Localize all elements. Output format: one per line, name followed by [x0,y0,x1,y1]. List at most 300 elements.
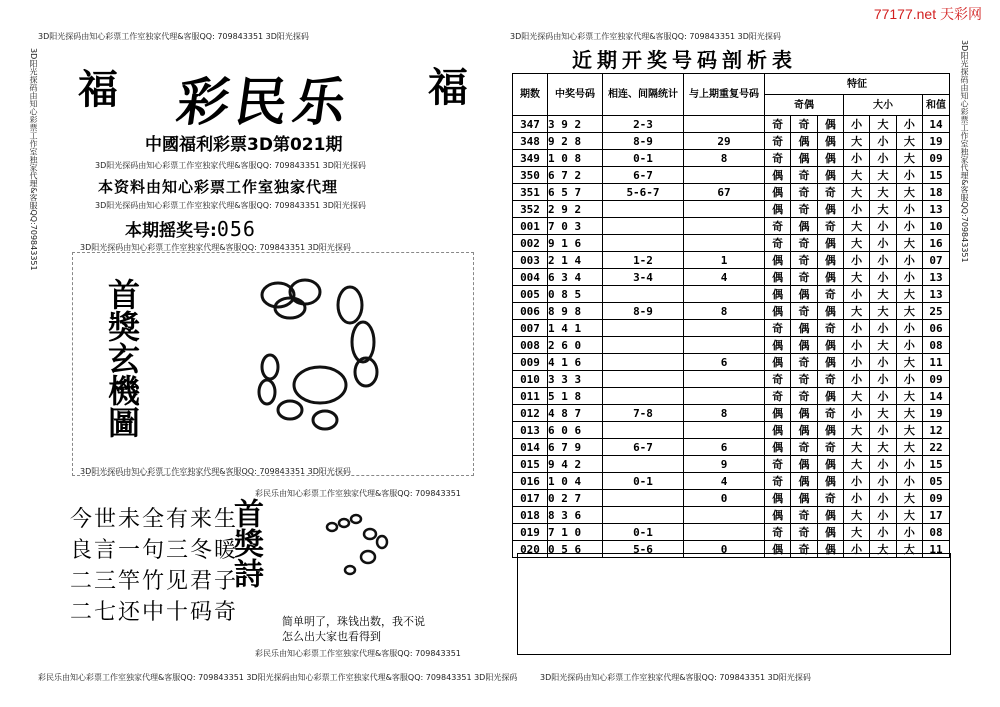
cell-gap: 3-4 [603,269,684,286]
cell-number: 0 2 7 [548,490,603,507]
cell-number: 4 8 7 [548,405,603,422]
cell-oe3: 偶 [817,150,843,167]
poem-box-border-bottom: 彩民乐由知心彩票工作室独家代理&客服QQ: 709843351 [255,649,461,658]
cell-issue: 016 [513,473,548,490]
bead-mark [377,536,387,548]
site-watermark: 77177.net 天彩网 [873,6,982,22]
table-row [513,422,950,439]
cell-oe2: 偶 [791,133,817,150]
cell-oe1: 奇 [765,150,791,167]
table-row [513,201,950,218]
cell-gap [603,490,684,507]
cell-gap: 5-6 [603,541,684,558]
table-row [513,524,950,541]
table-row [513,269,950,286]
cell-bs2: 小 [870,507,896,524]
cell-repeat: 4 [684,473,765,490]
cell-bs3: 小 [896,524,922,541]
cell-bs2: 大 [870,167,896,184]
poem-line-3: 二三竿竹见君子 [70,569,239,594]
cell-sum: 16 [923,235,950,252]
cell-oe2: 偶 [791,150,817,167]
cell-oe3: 奇 [817,286,843,303]
cell-bs1: 小 [843,371,869,388]
cell-oe2: 奇 [791,116,817,133]
bead-mark [339,519,349,527]
header-border-line-2: 3D阳光探码由知心彩票工作室独家代理&客服QQ: 709843351 3D阳光探码 [95,201,366,210]
cell-bs2: 小 [870,252,896,269]
right-border-text: 3D阳光探码由知心彩票工作室独家代理&客服QQ:709843351 [960,40,969,263]
cell-bs2: 小 [870,456,896,473]
cell-oe1: 奇 [765,133,791,150]
table-row [513,337,950,354]
cell-sum: 08 [923,524,950,541]
cell-sum: 15 [923,456,950,473]
cell-bs3: 大 [896,150,922,167]
cell-oe1: 偶 [765,167,791,184]
cell-bs2: 大 [870,116,896,133]
table-row [513,371,950,388]
cell-number: 5 1 8 [548,388,603,405]
col-big-small: 大小 [843,95,922,116]
cell-gap: 6-7 [603,167,684,184]
cell-issue: 005 [513,286,548,303]
cell-bs2: 大 [870,405,896,422]
cell-bs2: 大 [870,201,896,218]
cell-oe2: 奇 [791,371,817,388]
cell-number: 6 0 6 [548,422,603,439]
cell-bs3: 小 [896,167,922,184]
cell-oe1: 偶 [765,252,791,269]
cell-bs3: 大 [896,388,922,405]
cell-issue: 015 [513,456,548,473]
cell-bs2: 小 [870,524,896,541]
results-body [513,116,950,558]
puzzle-title-text: 首獎玄機圖 [103,278,141,438]
cell-sum: 13 [923,201,950,218]
cell-sum: 15 [923,167,950,184]
cell-gap [603,201,684,218]
cell-oe3: 偶 [817,524,843,541]
cell-oe1: 奇 [765,116,791,133]
cell-gap: 7-8 [603,405,684,422]
cell-repeat: 67 [684,184,765,201]
cell-bs2: 大 [870,541,896,558]
cell-issue: 002 [513,235,548,252]
cell-repeat [684,116,765,133]
cell-sum: 12 [923,422,950,439]
cell-oe3: 偶 [817,422,843,439]
cell-issue: 019 [513,524,548,541]
top-border-text-right: 3D阳光探码由知心彩票工作室独家代理&客服QQ: 709843351 3D阳光探码 [510,32,781,41]
cell-issue: 008 [513,337,548,354]
cell-bs1: 小 [843,405,869,422]
cell-issue: 352 [513,201,548,218]
cell-oe3: 偶 [817,235,843,252]
cell-bs1: 大 [843,133,869,150]
results-table [512,73,950,558]
cell-sum: 19 [923,405,950,422]
cell-oe3: 偶 [817,303,843,320]
cell-oe1: 偶 [765,405,791,422]
cell-bs2: 大 [870,303,896,320]
cell-gap: 8-9 [603,133,684,150]
cell-oe3: 奇 [817,405,843,422]
cell-bs3: 小 [896,252,922,269]
cell-oe3: 奇 [817,490,843,507]
cell-gap: 0-1 [603,473,684,490]
cell-oe1: 奇 [765,524,791,541]
cell-repeat: 4 [684,269,765,286]
table-row [513,133,950,150]
cell-sum: 09 [923,150,950,167]
cell-number: 0 8 5 [548,286,603,303]
note-line-1: 简单明了，珠钱出数，我不说 [282,615,425,628]
cell-bs1: 大 [843,184,869,201]
col-gap: 相连、间隔统计 [603,74,684,116]
table-row [513,507,950,524]
col-sum: 和值 [923,95,950,116]
cell-issue: 347 [513,116,548,133]
poem-line-2: 良言一句三冬暖 [70,538,239,563]
cell-oe3: 偶 [817,167,843,184]
cell-number: 4 1 6 [548,354,603,371]
table-row [513,286,950,303]
table-row [513,439,950,456]
cell-sum: 14 [923,116,950,133]
poem-line-1: 今世未全有来生 [70,507,239,532]
cell-sum: 11 [923,354,950,371]
cell-bs1: 小 [843,354,869,371]
cell-bs3: 大 [896,354,922,371]
cell-oe1: 偶 [765,354,791,371]
agent-line: 本资料由知心彩票工作室独家代理 [98,178,339,196]
cell-oe2: 偶 [791,218,817,235]
cell-oe2: 奇 [791,201,817,218]
cell-gap: 0-1 [603,524,684,541]
cell-oe1: 奇 [765,456,791,473]
cell-oe1: 偶 [765,184,791,201]
table-row [513,405,950,422]
cell-oe1: 奇 [765,235,791,252]
cell-number: 2 6 0 [548,337,603,354]
cell-number: 9 4 2 [548,456,603,473]
cell-oe3: 偶 [817,269,843,286]
cell-bs2: 小 [870,371,896,388]
cell-bs1: 大 [843,303,869,320]
cell-oe1: 偶 [765,490,791,507]
cell-repeat: 29 [684,133,765,150]
cell-bs1: 小 [843,286,869,303]
cell-bs3: 小 [896,218,922,235]
cell-repeat [684,235,765,252]
issue-suffix: 期 [325,135,343,155]
cell-oe3: 偶 [817,337,843,354]
cell-bs1: 大 [843,507,869,524]
cell-bs2: 小 [870,133,896,150]
cell-oe2: 奇 [791,388,817,405]
cell-oe3: 偶 [817,133,843,150]
cell-gap [603,507,684,524]
header-border-line-1: 3D阳光探码由知心彩票工作室独家代理&客服QQ: 709843351 3D阳光探码 [95,161,366,170]
cell-oe2: 奇 [791,269,817,286]
table-row [513,456,950,473]
cell-sum: 08 [923,337,950,354]
cell-repeat: 1 [684,252,765,269]
cell-repeat [684,201,765,218]
puzzle-title [100,278,140,438]
cell-oe2: 奇 [791,167,817,184]
cell-sum: 10 [923,218,950,235]
cell-sum: 17 [923,507,950,524]
cell-number: 8 9 8 [548,303,603,320]
cell-sum: 05 [923,473,950,490]
cell-issue: 010 [513,371,548,388]
cell-bs3: 大 [896,133,922,150]
cell-oe1: 奇 [765,371,791,388]
cell-bs3: 大 [896,490,922,507]
issue-line [145,130,342,155]
cell-oe2: 奇 [791,303,817,320]
cell-sum: 14 [923,388,950,405]
cell-repeat [684,167,765,184]
cell-bs3: 小 [896,269,922,286]
cell-bs1: 大 [843,388,869,405]
cell-oe2: 偶 [791,490,817,507]
cell-gap [603,235,684,252]
col-repeat: 与上期重复号码 [684,74,765,116]
cell-number: 7 1 0 [548,524,603,541]
cell-number: 1 0 8 [548,150,603,167]
cell-gap [603,337,684,354]
cell-bs3: 大 [896,507,922,524]
fu-right: 福 [428,64,468,111]
cell-bs3: 大 [896,303,922,320]
cell-number: 6 3 4 [548,269,603,286]
puzzle-border-top: 3D阳光探码由知心彩票工作室独家代理&客服QQ: 709843351 3D阳光探码 [80,243,351,252]
table-row [513,354,950,371]
cell-bs2: 小 [870,490,896,507]
cell-issue: 350 [513,167,548,184]
issue-number: 021 [289,135,326,155]
table-row [513,252,950,269]
table-row [513,150,950,167]
coin-group [259,280,377,429]
fu-left: 福 [78,66,118,113]
cell-number: 2 1 4 [548,252,603,269]
cell-bs3: 大 [896,439,922,456]
cell-number: 7 0 3 [548,218,603,235]
cell-repeat: 0 [684,490,765,507]
cell-gap [603,388,684,405]
cell-number: 9 1 6 [548,235,603,252]
cell-bs2: 小 [870,150,896,167]
cell-oe3: 奇 [817,218,843,235]
puzzle-border-bottom: 3D阳光探码由知心彩票工作室独家代理&客服QQ: 709843351 3D阳光探码 [80,467,351,476]
cell-oe1: 偶 [765,337,791,354]
cell-issue: 020 [513,541,548,558]
cell-issue: 017 [513,490,548,507]
cell-sum: 13 [923,269,950,286]
cell-sum: 18 [923,184,950,201]
cell-oe2: 偶 [791,320,817,337]
cell-repeat: 6 [684,439,765,456]
poem-line-4: 二七还中十码奇 [70,600,239,625]
cell-bs2: 大 [870,439,896,456]
cell-number: 6 7 9 [548,439,603,456]
cell-bs1: 大 [843,235,869,252]
cell-bs1: 小 [843,337,869,354]
left-border-text: 3D阳光探码由知心彩票工作室独家代理&客服QQ:709843351 [29,48,38,271]
cell-issue: 018 [513,507,548,524]
cell-repeat: 0 [684,541,765,558]
col-number: 中奖号码 [548,74,603,116]
cell-number: 3 9 2 [548,116,603,133]
cell-bs1: 小 [843,150,869,167]
cell-gap [603,422,684,439]
cell-oe1: 奇 [765,473,791,490]
table-row [513,167,950,184]
table-title: 近期开奖号码剖析表 [572,48,797,72]
bottom-border-text-right: 3D阳光探码由知心彩票工作室独家代理&客服QQ: 709843351 3D阳光探码 [540,673,811,682]
cell-repeat [684,422,765,439]
cell-issue: 014 [513,439,548,456]
cell-bs2: 大 [870,184,896,201]
cell-oe1: 偶 [765,303,791,320]
cell-sum: 25 [923,303,950,320]
cell-bs3: 小 [896,320,922,337]
cell-oe3: 奇 [817,320,843,337]
cell-bs1: 小 [843,201,869,218]
cell-bs3: 小 [896,116,922,133]
cell-oe2: 偶 [791,286,817,303]
cell-sum: 09 [923,371,950,388]
cell-oe1: 奇 [765,218,791,235]
cell-issue: 351 [513,184,548,201]
cell-bs3: 大 [896,286,922,303]
table-row [513,320,950,337]
cell-issue: 001 [513,218,548,235]
cell-bs1: 大 [843,167,869,184]
poem-title-text: 首獎詩 [228,498,263,588]
cell-number: 3 3 3 [548,371,603,388]
cell-oe1: 奇 [765,388,791,405]
cell-repeat: 8 [684,303,765,320]
poem-title [226,498,262,588]
cell-repeat: 9 [684,456,765,473]
cell-gap [603,354,684,371]
draw-number: 056 [216,217,256,241]
cell-gap: 5-6-7 [603,184,684,201]
cell-bs2: 大 [870,337,896,354]
cell-bs3: 小 [896,473,922,490]
cell-issue: 348 [513,133,548,150]
issue-prefix: 中國福利彩票3D第 [145,135,290,155]
table-row [513,388,950,405]
cell-repeat: 6 [684,354,765,371]
cell-sum: 22 [923,439,950,456]
cell-gap: 8-9 [603,303,684,320]
cell-sum: 07 [923,252,950,269]
brand-title: 彩民乐 [173,72,356,133]
cell-bs2: 小 [870,422,896,439]
cell-oe2: 偶 [791,405,817,422]
cell-repeat [684,286,765,303]
cell-oe2: 奇 [791,541,817,558]
cell-oe1: 偶 [765,541,791,558]
cell-bs2: 小 [870,269,896,286]
cell-repeat: 8 [684,150,765,167]
cell-bs1: 大 [843,269,869,286]
cell-repeat [684,337,765,354]
cell-sum: 06 [923,320,950,337]
table-row [513,303,950,320]
oval-mark [352,322,374,362]
cell-bs2: 小 [870,235,896,252]
cell-bs3: 小 [896,337,922,354]
cell-oe1: 偶 [765,422,791,439]
table-row [513,218,950,235]
draw-label: 本期摇奖号: [125,221,217,241]
col-issue: 期数 [513,74,548,116]
cell-bs1: 大 [843,439,869,456]
bead-mark [327,523,337,531]
cell-bs2: 小 [870,218,896,235]
puzzle-figure [250,270,390,445]
cell-bs1: 小 [843,320,869,337]
cell-oe3: 奇 [817,184,843,201]
cell-oe1: 偶 [765,286,791,303]
cell-issue: 349 [513,150,548,167]
cell-oe2: 奇 [791,507,817,524]
poem-box-border: 彩民乐由知心彩票工作室独家代理&客服QQ: 709843351 [255,489,461,498]
cell-number: 1 4 1 [548,320,603,337]
cell-oe3: 奇 [817,371,843,388]
cell-repeat [684,388,765,405]
cell-number: 9 2 8 [548,133,603,150]
cell-number: 1 0 4 [548,473,603,490]
col-odd-even: 奇偶 [765,95,844,116]
cell-oe3: 偶 [817,456,843,473]
poem-note [282,614,425,644]
cell-oe3: 偶 [817,473,843,490]
cell-gap: 6-7 [603,439,684,456]
cell-gap: 1-2 [603,252,684,269]
cell-gap [603,286,684,303]
top-border-text: 3D阳光探码由知心彩票工作室独家代理&客服QQ: 709843351 3D阳光探码 [38,32,309,41]
table-row [513,235,950,252]
cell-bs1: 大 [843,524,869,541]
cell-bs2: 大 [870,286,896,303]
cell-bs2: 小 [870,354,896,371]
cell-oe3: 偶 [817,116,843,133]
cell-bs3: 大 [896,541,922,558]
cell-gap [603,371,684,388]
cell-oe3: 偶 [817,201,843,218]
cell-oe1: 偶 [765,439,791,456]
cell-bs3: 大 [896,422,922,439]
cell-bs1: 大 [843,218,869,235]
cell-oe3: 偶 [817,507,843,524]
cell-oe2: 奇 [791,524,817,541]
table-row [513,473,950,490]
cell-repeat: 8 [684,405,765,422]
cell-number: 8 3 6 [548,507,603,524]
table-row [513,184,950,201]
cell-oe1: 奇 [765,320,791,337]
cell-gap [603,456,684,473]
note-line-2: 怎么出大家也看得到 [282,630,381,643]
